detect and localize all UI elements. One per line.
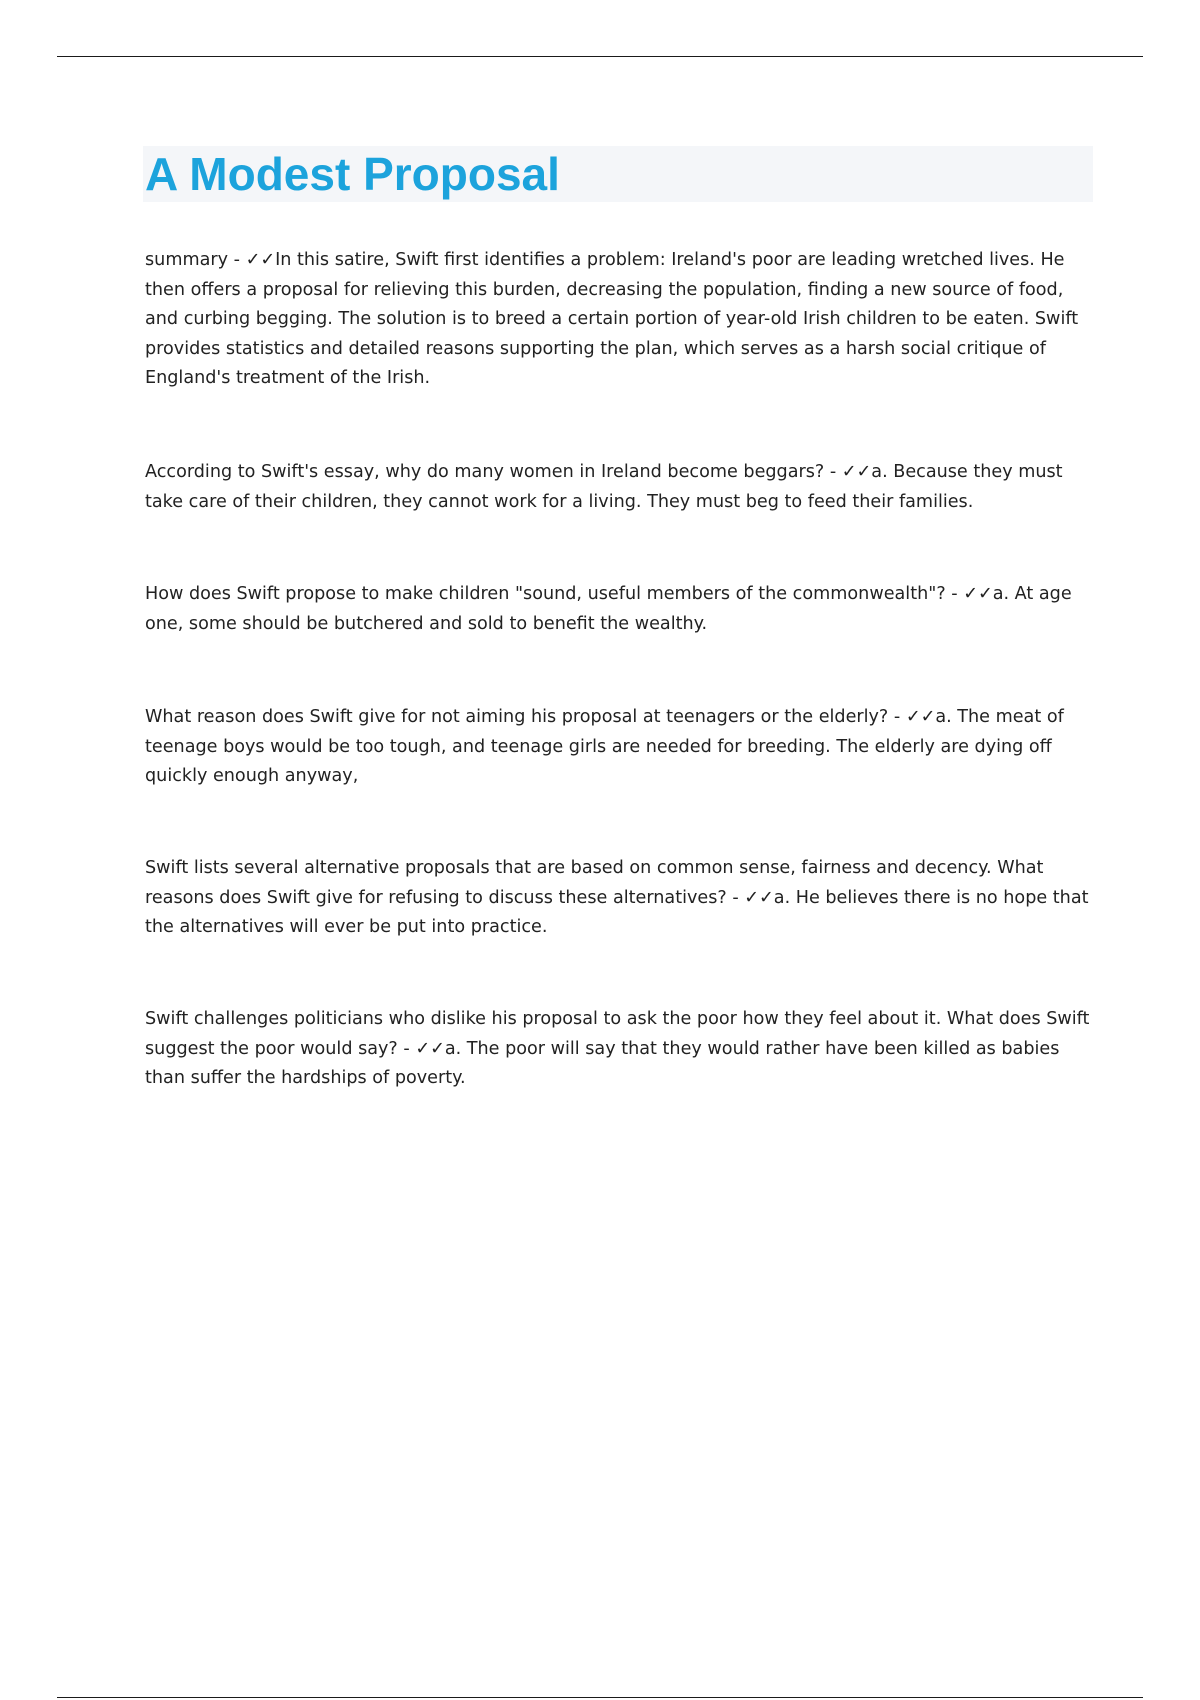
question-text: According to Swift's essay, why do many women in Ireland become beggars? (145, 462, 825, 482)
question-text: How does Swift propose to make children "sound, useful members of the commonwealth"? (145, 584, 946, 604)
question-text: Swift lists several alternative proposals that are based on common sense, fairness and decency. What reasons does Swift give for refusing to discuss these alternatives? (145, 858, 1044, 908)
qa-entry-alternatives (145, 854, 1090, 943)
separator: - (228, 250, 246, 270)
check-mark-icon: ✓✓ (841, 462, 872, 482)
check-mark-icon: ✓✓ (245, 250, 276, 270)
separator: - (888, 707, 906, 727)
answer-text: In this satire, Swift first identifies a problem: Ireland's poor are leading wretched lives. He then offers a proposal for relieving this burden, decreasing the population, finding a new source of food, and curbing begging. The solution is to breed a certain portion of year-old Irish children to be eaten. Swift provides statistics and detailed reasons supporting the plan, which serves as a harsh social critique of England's treatment of the Irish. (145, 250, 1079, 388)
check-mark-icon: ✓✓ (415, 1038, 445, 1059)
qa-entry-commonwealth (145, 580, 1090, 639)
question-text: What reason does Swift give for not aiming his proposal at teenagers or the elderly? (145, 707, 889, 727)
check-mark-icon: ✓✓ (744, 887, 774, 908)
qa-entry-beggars (145, 458, 1090, 517)
bottom-rule (57, 1697, 1143, 1698)
separator: - (397, 1038, 416, 1059)
separator: - (726, 887, 745, 908)
answer-text: a. He believes there is no hope that the alternatives will ever be put into practice. (145, 887, 1089, 937)
check-mark-icon: ✓✓ (905, 707, 936, 727)
qa-entry-teenagers (145, 703, 1090, 792)
document-title: A Modest Proposal (145, 148, 560, 200)
question-text: Swift challenges politicians who dislike his proposal to ask the poor how they feel about it. What does Swift suggest the poor would say? (145, 1009, 1090, 1059)
separator: - (945, 584, 964, 604)
answer-text: a. The meat of teenage boys would be too tough, and teenage girls are needed for breeding. The elderly are dying off quickly enough anyway, (145, 707, 1064, 786)
check-mark-icon: ✓✓ (963, 584, 993, 604)
qa-entry-summary (145, 246, 1090, 394)
answer-text: a. The poor will say that they would rather have been killed as babies than suffer the hardships of poverty. (145, 1038, 1060, 1088)
question-text: summary (145, 250, 229, 270)
answer-text: a. Because they must take care of their children, they cannot work for a living. They must beg to feed their families. (145, 462, 1063, 512)
qa-entry-poor (145, 1005, 1090, 1094)
top-rule (57, 56, 1143, 57)
separator: - (824, 462, 842, 482)
answer-text: a. At age one, some should be butchered and sold to benefit the wealthy. (145, 584, 1072, 634)
